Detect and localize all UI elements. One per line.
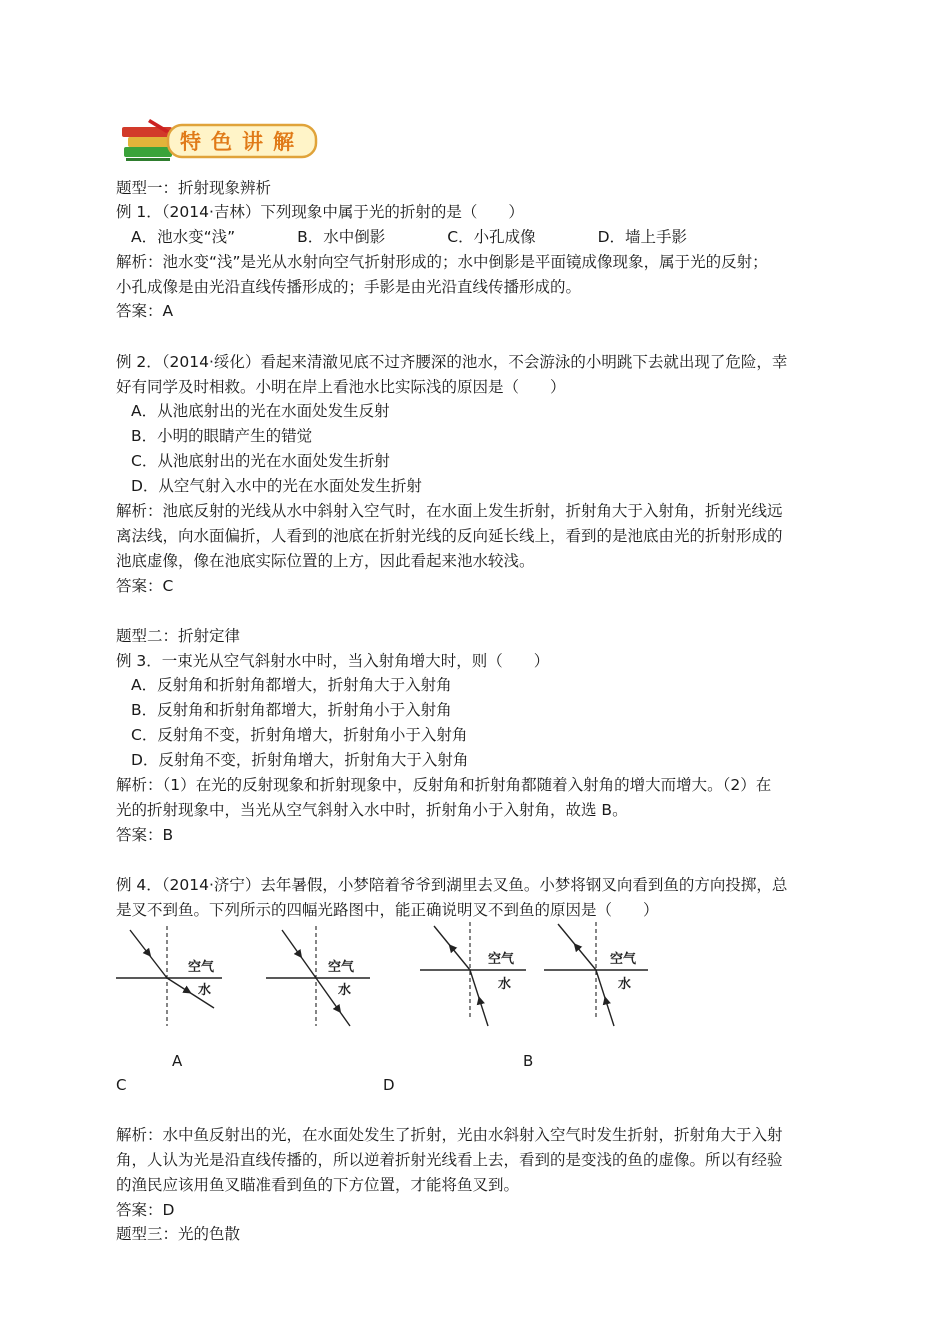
analysis-4-line-3: 的渔民应该用鱼叉瞄准看到鱼的下方位置，才能将鱼叉到。 xyxy=(116,1176,520,1194)
question-4-line-2: 是叉不到鱼。下列所示的四幅光路图中，能正确说明叉不到鱼的原因是（ ） xyxy=(116,901,659,919)
option-label-b: B xyxy=(523,1052,534,1070)
question-2-option-b: B．小明的眼睛产生的错觉 xyxy=(131,427,313,445)
answer-4: 答案：D xyxy=(116,1201,175,1219)
diagram-b xyxy=(266,926,370,1026)
answer-2: 答案：C xyxy=(116,577,174,595)
analysis-3-line-2: 光的折射现象中，当光从空气斜射入水中时，折射角小于入射角，故选 B。 xyxy=(116,801,628,819)
analysis-2-line-2: 离法线，向水面偏折，人看到的池底在折射光线的反向延长线上，看到的是池底由光的折射形成的 xyxy=(116,527,783,545)
question-1-options: A．池水变“浅” B．水中倒影 C．小孔成像 D．墙上手影 xyxy=(131,228,688,246)
option-label-a: A xyxy=(172,1052,183,1070)
diagram-c xyxy=(420,922,526,1026)
water-label: 水 xyxy=(338,983,352,998)
question-2-line-2: 好有同学及时相救。小明在岸上看池水比实际浅的原因是（ ） xyxy=(116,378,566,396)
banner-title: 特色讲解 xyxy=(180,130,304,154)
question-3-option-c: C．反射角不变，折射角增大，折射角小于入射角 xyxy=(131,726,468,744)
air-label: 空气 xyxy=(610,952,637,967)
answer-1: 答案：A xyxy=(116,302,174,320)
question-1: 例 1．（2014·吉林）下列现象中属于光的折射的是（ ） xyxy=(116,203,524,221)
question-3-option-d: D．反射角不变，折射角增大，折射角大于入射角 xyxy=(131,751,469,769)
question-2-option-d: D．从空气射入水中的光在水面处发生折射 xyxy=(131,477,422,495)
light-path-diagrams xyxy=(112,918,672,1038)
question-2-line-1: 例 2．（2014·绥化）看起来清澈见底不过齐腰深的池水，不会游泳的小明跳下去就出现了危险，幸 xyxy=(116,353,788,371)
analysis-4-line-2: 角，人认为光是沿直线传播的，所以逆着折射光线看上去，看到的是变浅的鱼的虚像。所以有经验 xyxy=(116,1151,783,1169)
analysis-4-line-1: 解析：水中鱼反射出的光，在水面处发生了折射，光由水斜射入空气时发生折射，折射角大于入射 xyxy=(116,1126,783,1144)
question-3: 例 3．一束光从空气斜射水中时，当入射角增大时，则（ ） xyxy=(116,652,550,670)
question-3-option-b: B．反射角和折射角都增大，折射角小于入射角 xyxy=(131,701,452,719)
books-icon xyxy=(122,119,174,161)
section-heading-1: 题型一：折射现象辨析 xyxy=(116,179,272,197)
option-label-d: D xyxy=(383,1076,395,1094)
analysis-1-line-1: 解析：池水变“浅”是光从水射向空气折射形成的；水中倒影是平面镜成像现象，属于光的反射； xyxy=(116,253,768,271)
water-label: 水 xyxy=(498,977,512,992)
question-3-option-a: A．反射角和折射角都增大，折射角大于入射角 xyxy=(131,676,452,694)
water-label: 水 xyxy=(618,977,632,992)
analysis-3-line-1: 解析：（1）在光的反射现象和折射现象中，反射角和折射角都随着入射角的增大而增大。（2）在 xyxy=(116,776,772,794)
books-banner xyxy=(120,117,320,167)
diagram-a xyxy=(116,926,222,1026)
analysis-2-line-3: 池底虚像，像在池底实际位置的上方，因此看起来池水较浅。 xyxy=(116,552,535,570)
answer-3: 答案：B xyxy=(116,826,174,844)
question-2-option-c: C．从池底射出的光在水面处发生折射 xyxy=(131,452,390,470)
analysis-1-line-2: 小孔成像是由光沿直线传播形成的；手影是由光沿直线传播形成的。 xyxy=(116,278,582,296)
air-label: 空气 xyxy=(188,960,215,975)
option-label-c: C xyxy=(116,1076,127,1094)
section-heading-2: 题型二：折射定律 xyxy=(116,627,241,645)
air-label: 空气 xyxy=(328,960,355,975)
analysis-2-line-1: 解析：池底反射的光线从水中斜射入空气时，在水面上发生折射，折射角大于入射角，折射光线远 xyxy=(116,502,783,520)
section-heading-3: 题型三：光的色散 xyxy=(116,1225,241,1243)
question-2-option-a: A．从池底射出的光在水面处发生反射 xyxy=(131,402,390,420)
water-label: 水 xyxy=(198,983,212,998)
diagram-d xyxy=(544,922,648,1026)
question-4-line-1: 例 4．（2014·济宁）去年暑假，小梦陪着爷爷到湖里去叉鱼。小梦将钢叉向看到鱼的方向投掷，总 xyxy=(116,876,788,894)
air-label: 空气 xyxy=(488,952,515,967)
